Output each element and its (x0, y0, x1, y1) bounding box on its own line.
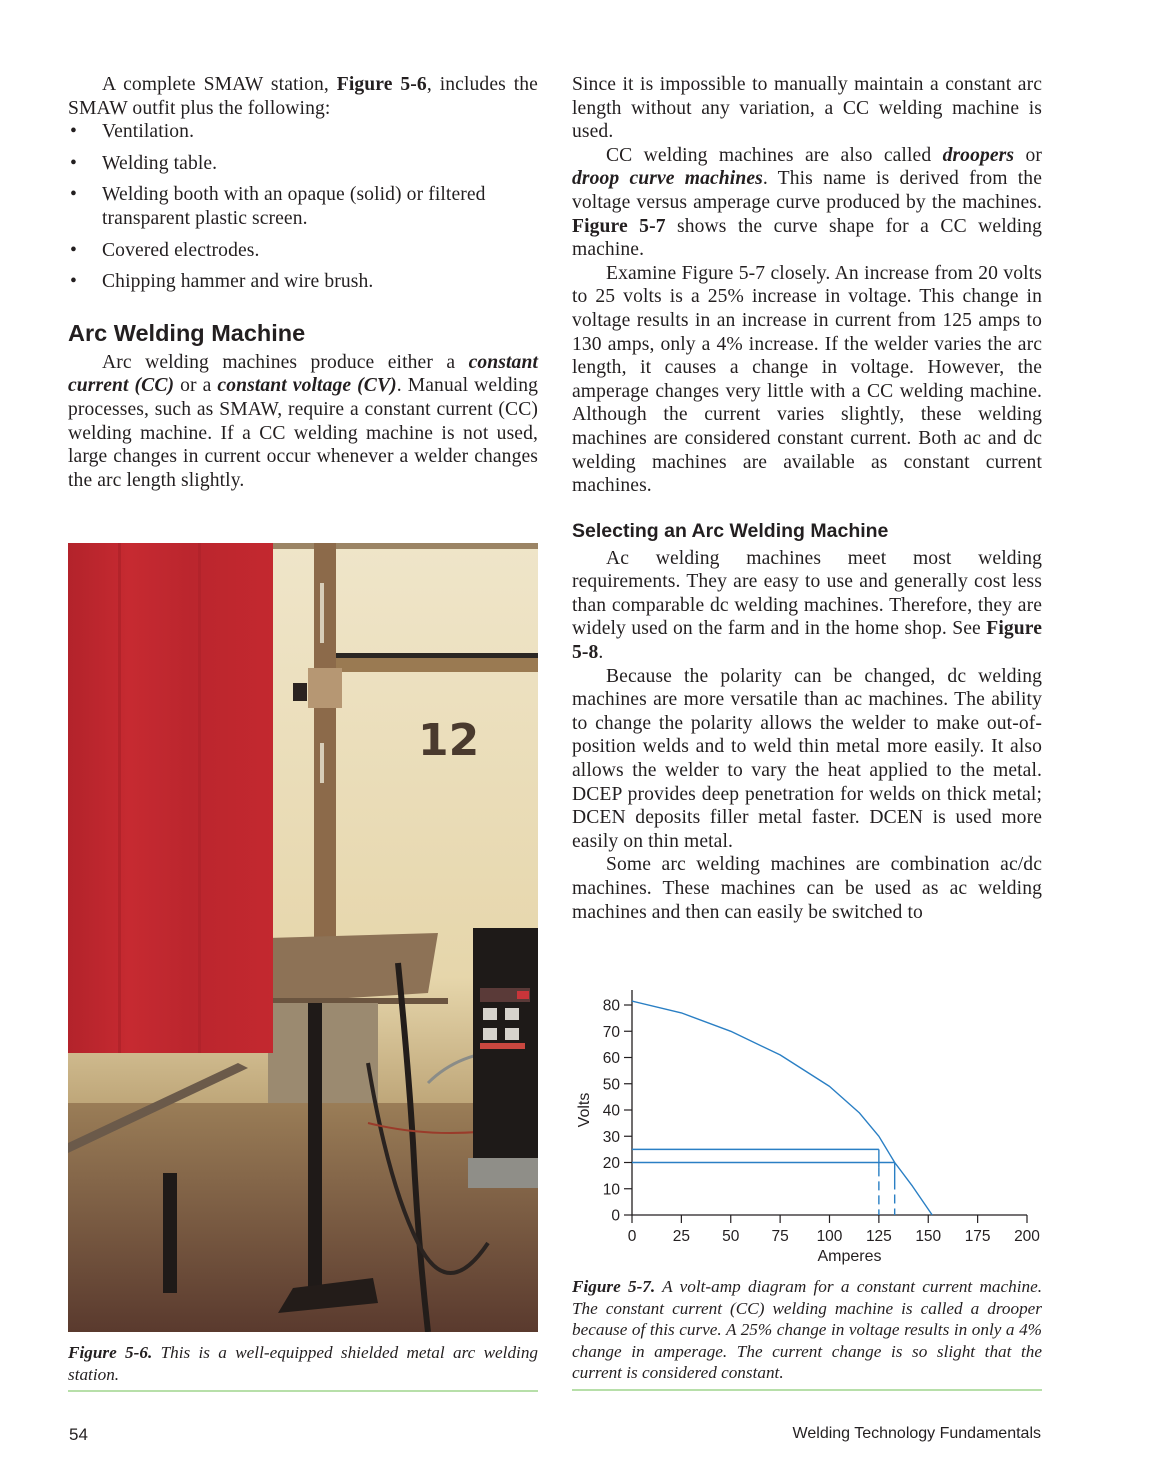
x-tick-label: 25 (672, 1228, 690, 1245)
intro-text: A complete SMAW station, (102, 74, 337, 95)
stencil-number: 12 (418, 715, 480, 766)
bullet-icon: • (70, 152, 77, 174)
caption-divider (572, 1389, 1042, 1391)
page-number: 54 (69, 1425, 88, 1444)
arc-welding-paragraph (68, 351, 538, 493)
ac-machines-paragraph (572, 547, 1042, 665)
x-tick-label: 50 (722, 1228, 740, 1245)
y-tick-label: 20 (602, 1155, 620, 1172)
x-axis-label: Amperes (817, 1248, 882, 1265)
list-item-text: Ventilation. (102, 121, 195, 143)
bullet-icon: • (70, 121, 77, 143)
text-run: or (1014, 144, 1042, 166)
list-item-text: Covered electrodes. (102, 239, 260, 261)
section-heading-selecting-machine: Selecting an Arc Welding Machine (572, 519, 889, 542)
text-run: . This name is derived from the voltage versus amperage curve produced by the machines. (572, 168, 1043, 213)
text-run: Arc welding machines produce either a (102, 351, 469, 373)
list-item (68, 120, 538, 144)
welding-station-illustration (68, 543, 538, 1332)
bullet-icon: • (70, 271, 77, 293)
droopers-paragraph (572, 144, 1042, 262)
caption-divider (68, 1390, 538, 1392)
list-item-text: Welding booth with an opaque (solid) or filtered transparent plastic screen. (102, 184, 486, 229)
y-tick-label: 70 (602, 1023, 620, 1041)
figure-5-6-reference: Figure 5-6 (336, 74, 427, 95)
y-tick-label: 10 (602, 1181, 620, 1199)
term-droopers: droopers (942, 144, 1015, 166)
y-tick-label: 80 (602, 997, 620, 1015)
equipment-list (68, 120, 538, 294)
term-droop-curve-machines: droop curve machines (572, 168, 763, 190)
left-column (68, 73, 538, 492)
list-item-text: Chipping hammer and wire brush. (102, 271, 374, 293)
figure-label: Figure 5-7. (572, 1277, 656, 1296)
section-heading-arc-welding-machine: Arc Welding Machine (68, 319, 306, 346)
droop-curve (632, 1001, 932, 1215)
intro-text-end: , includes the SMAW outfit plus the following: (68, 74, 538, 119)
y-tick-label: 50 (602, 1076, 620, 1094)
polarity-paragraph: Because the polarity can be changed, dc welding machines are more versatile than ac machines. The ability to change the polarity allows the welder to make out-of-position welds and to weld thin metal more easily. It also allows the welder to vary the heat applied to the metal. DCEP provides deep penetration for welds on thick metal; DCEN deposits filler metal faster. DCEN is used more easily on thin metal. (572, 665, 1042, 852)
term-constant-current: constant current (CC) (68, 351, 538, 397)
text-run: Ac welding machines meet most welding requirements. They are easy to use and generally cost less than comparable dc welding machines. Therefore, they are widely used on the farm and in the home shop. See (572, 547, 1042, 640)
list-item-text: Welding table. (102, 152, 218, 174)
text-run: . (598, 642, 604, 664)
list-item (68, 270, 538, 294)
text-run: shows the curve shape for a CC welding machine. (572, 215, 1042, 261)
figure-5-6-photo (68, 543, 538, 1332)
figure-5-7-reference: Figure 5-7 (572, 215, 666, 237)
x-tick-label: 200 (1014, 1228, 1040, 1245)
caption-text: This is a well-equipped shielded metal arc welding station. (68, 1343, 539, 1384)
text-run: . Manual welding processes, such as SMAW, require a constant current (CC) welding machine. If a CC welding machine is not used, large changes in current occur whenever a welder changes the arc length slightly. (68, 375, 538, 491)
x-tick-label: 0 (627, 1228, 637, 1245)
term-constant-voltage: constant voltage (CV) (217, 375, 397, 397)
y-tick-label: 40 (602, 1102, 620, 1120)
right-column (572, 73, 1042, 924)
x-tick-label: 75 (771, 1228, 789, 1245)
y-tick-label: 60 (602, 1050, 620, 1067)
volt-amp-plot (565, 975, 1055, 1275)
x-tick-label: 125 (865, 1228, 892, 1245)
continued-paragraph: Since it is impossible to manually maintain a constant arc length without any variation, a CC welding machine is used. (572, 74, 1042, 143)
intro-paragraph (68, 73, 538, 120)
figure-5-6-caption (68, 1342, 538, 1385)
x-tick-label: 175 (964, 1228, 991, 1245)
y-tick-label: 30 (602, 1128, 620, 1146)
figure-5-7-caption (572, 1276, 1042, 1384)
text-run: CC welding machines are also called (606, 144, 943, 166)
book-title: Welding Technology Fundamentals (792, 1425, 1041, 1442)
list-item (68, 183, 538, 230)
x-tick-label: 100 (816, 1228, 843, 1245)
text-run: or a (174, 375, 218, 397)
bullet-icon: • (70, 184, 77, 206)
caption-text: A volt-amp diagram for a constant current machine. The constant current (CC) welding machine is called a drooper because of this curve. A 25% change in voltage results in only a 4% change in amperage. The current change is so slight that the current is considered constant. (572, 1277, 1042, 1383)
y-axis-label: Volts (576, 1092, 593, 1128)
x-tick-label: 150 (915, 1228, 942, 1245)
combination-paragraph: Some arc welding machines are combination ac/dc machines. These machines can be used as ac welding machines and then can easily be switched to (572, 854, 1042, 923)
volt-amp-chart (565, 975, 1055, 1275)
bullet-icon: • (70, 239, 77, 261)
figure-label: Figure 5-6. (68, 1343, 153, 1362)
list-item (68, 152, 538, 176)
examine-paragraph: Examine Figure 5-7 closely. An increase from 20 volts to 25 volts is a 25% increase in voltage. This change in voltage results in an increase in current from 125 amps to 130 amps, only a 4% increase. If the welder varies the arc length, it causes a change in voltage. However, the amperage changes very little with a CC welding machine. Although the current varies slightly, these welding machines are considered constant current. Both ac and dc welding machines are available as constant current machines. (572, 262, 1042, 497)
list-item (68, 239, 538, 263)
figure-5-8-reference: Figure 5-8 (572, 618, 1042, 664)
y-tick-label: 0 (611, 1207, 620, 1225)
